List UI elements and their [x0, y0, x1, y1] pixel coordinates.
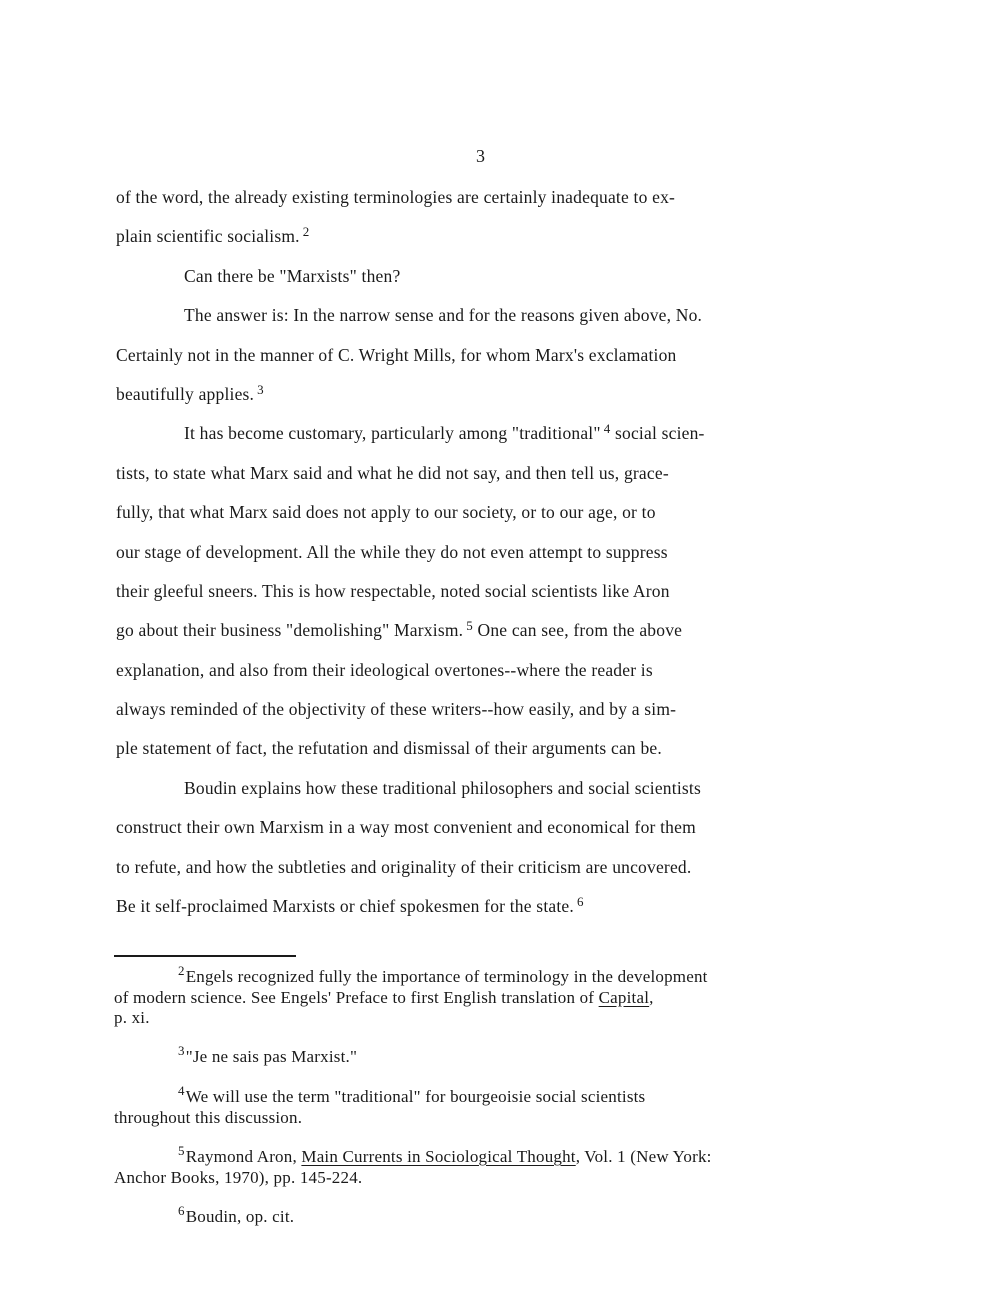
- text-span: One can see, from the above: [472, 620, 683, 641]
- footnote-number: 2: [178, 963, 185, 978]
- text-span: fully, that what Marx said does not apply to our society, or to our age, or to: [116, 502, 656, 523]
- footnote-line: [114, 1203, 874, 1228]
- text-span: "Je ne sais pas Marxist.": [185, 1047, 358, 1066]
- text-span: go about their business "demolishing" Marxism.: [116, 620, 464, 641]
- footnote-line: [114, 1008, 874, 1028]
- text-span: social scien-: [610, 423, 705, 444]
- footnote-5: [114, 1143, 874, 1188]
- text-span: ple statement of fact, the refutation and dismissal of their arguments can be.: [116, 738, 662, 759]
- text-span: of modern science. See Engels' Preface to first English translation of: [114, 988, 599, 1007]
- body-line: [116, 257, 856, 296]
- text-span: to refute, and how the subtleties and originality of their criticism are uncovered.: [116, 856, 692, 877]
- footnote-6: [114, 1203, 874, 1228]
- body-line: [116, 808, 856, 847]
- text-span: It has become customary, particularly among "traditional": [184, 423, 601, 444]
- text-span: Certainly not in the manner of C. Wright Mills, for whom Marx's exclamation: [116, 344, 677, 365]
- footnote-line: [114, 1108, 874, 1128]
- footnote-separator: [114, 955, 296, 957]
- footnote-3: [114, 1043, 874, 1068]
- text-span: their gleeful sneers. This is how respectable, noted social scientists like Aron: [116, 580, 670, 601]
- text-span: We will use the term "traditional" for bourgeoisie social scientists: [185, 1087, 646, 1106]
- body-line: [116, 651, 856, 690]
- body-line: [116, 572, 856, 611]
- footnote-number: 5: [178, 1143, 185, 1158]
- text-span: Boudin explains how these traditional philosophers and social scientists: [184, 777, 701, 798]
- text-span: Be it self-proclaimed Marxists or chief spokesmen for the state.: [116, 896, 574, 917]
- book-title: Main Currents in Sociological Thought: [301, 1147, 576, 1166]
- page-number: 3: [476, 146, 485, 166]
- footnotes: [114, 963, 874, 1247]
- footnote-line: [114, 1043, 874, 1068]
- footnote-line: [114, 1143, 874, 1168]
- footnote-line: [114, 1168, 874, 1188]
- footnote-line: [114, 1083, 874, 1108]
- body-text: [116, 178, 856, 926]
- body-line: [116, 414, 856, 453]
- footnote-line: [114, 988, 874, 1008]
- body-line: [116, 296, 856, 335]
- body-line: [116, 848, 856, 887]
- text-span: p. xi.: [114, 1008, 150, 1027]
- footnote-number: 4: [178, 1083, 185, 1098]
- body-line: [116, 690, 856, 729]
- text-span: throughout this discussion.: [114, 1108, 303, 1127]
- text-span: construct their own Marxism in a way most convenient and economical for them: [116, 817, 696, 838]
- body-line: [116, 493, 856, 532]
- body-line: [116, 336, 856, 375]
- body-line: [116, 375, 856, 414]
- text-span: , Vol. 1 (New York:: [575, 1147, 712, 1166]
- text-span: explanation, and also from their ideological overtones--where the reader is: [116, 659, 653, 680]
- footnote-ref-6: 6: [576, 894, 584, 910]
- text-span: plain scientific socialism.: [116, 226, 300, 247]
- body-line: [116, 887, 856, 926]
- body-line: [116, 217, 856, 256]
- text-span: always reminded of the objectivity of these writers--how easily, and by a sim-: [116, 699, 677, 720]
- body-line: [116, 178, 856, 217]
- text-span: beautifully applies.: [116, 383, 255, 404]
- text-span: The answer is: In the narrow sense and for the reasons given above, No.: [184, 305, 703, 326]
- text-span: ,: [649, 988, 654, 1007]
- text-span: Engels recognized fully the importance of terminology in the development: [185, 967, 708, 986]
- footnote-ref-2: 2: [302, 224, 310, 240]
- footnote-line: [114, 963, 874, 988]
- text-span: Can there be "Marxists" then?: [184, 265, 401, 286]
- footnote-ref-4: 4: [603, 421, 611, 437]
- body-line: [116, 769, 856, 808]
- body-line: [116, 454, 856, 493]
- footnote-ref-3: 3: [257, 381, 264, 397]
- body-line: [116, 611, 856, 650]
- footnote-2: [114, 963, 874, 1028]
- body-line: [116, 533, 856, 572]
- text-span: Boudin, op. cit.: [185, 1207, 295, 1226]
- footnote-number: 3: [178, 1043, 185, 1058]
- footnote-4: [114, 1083, 874, 1128]
- book-title: Capital: [598, 988, 650, 1007]
- text-span: our stage of development. All the while they do not even attempt to suppress: [116, 541, 668, 562]
- footnote-ref-5: 5: [466, 618, 473, 634]
- footnote-number: 6: [178, 1203, 185, 1218]
- body-line: [116, 729, 856, 768]
- text-span: Anchor Books, 1970), pp. 145-224.: [114, 1168, 363, 1187]
- text-span: Raymond Aron,: [185, 1147, 302, 1166]
- text-span: tists, to state what Marx said and what he did not say, and then tell us, grace-: [116, 462, 669, 483]
- text-span: of the word, the already existing terminologies are certainly inadequate to ex-: [116, 187, 676, 207]
